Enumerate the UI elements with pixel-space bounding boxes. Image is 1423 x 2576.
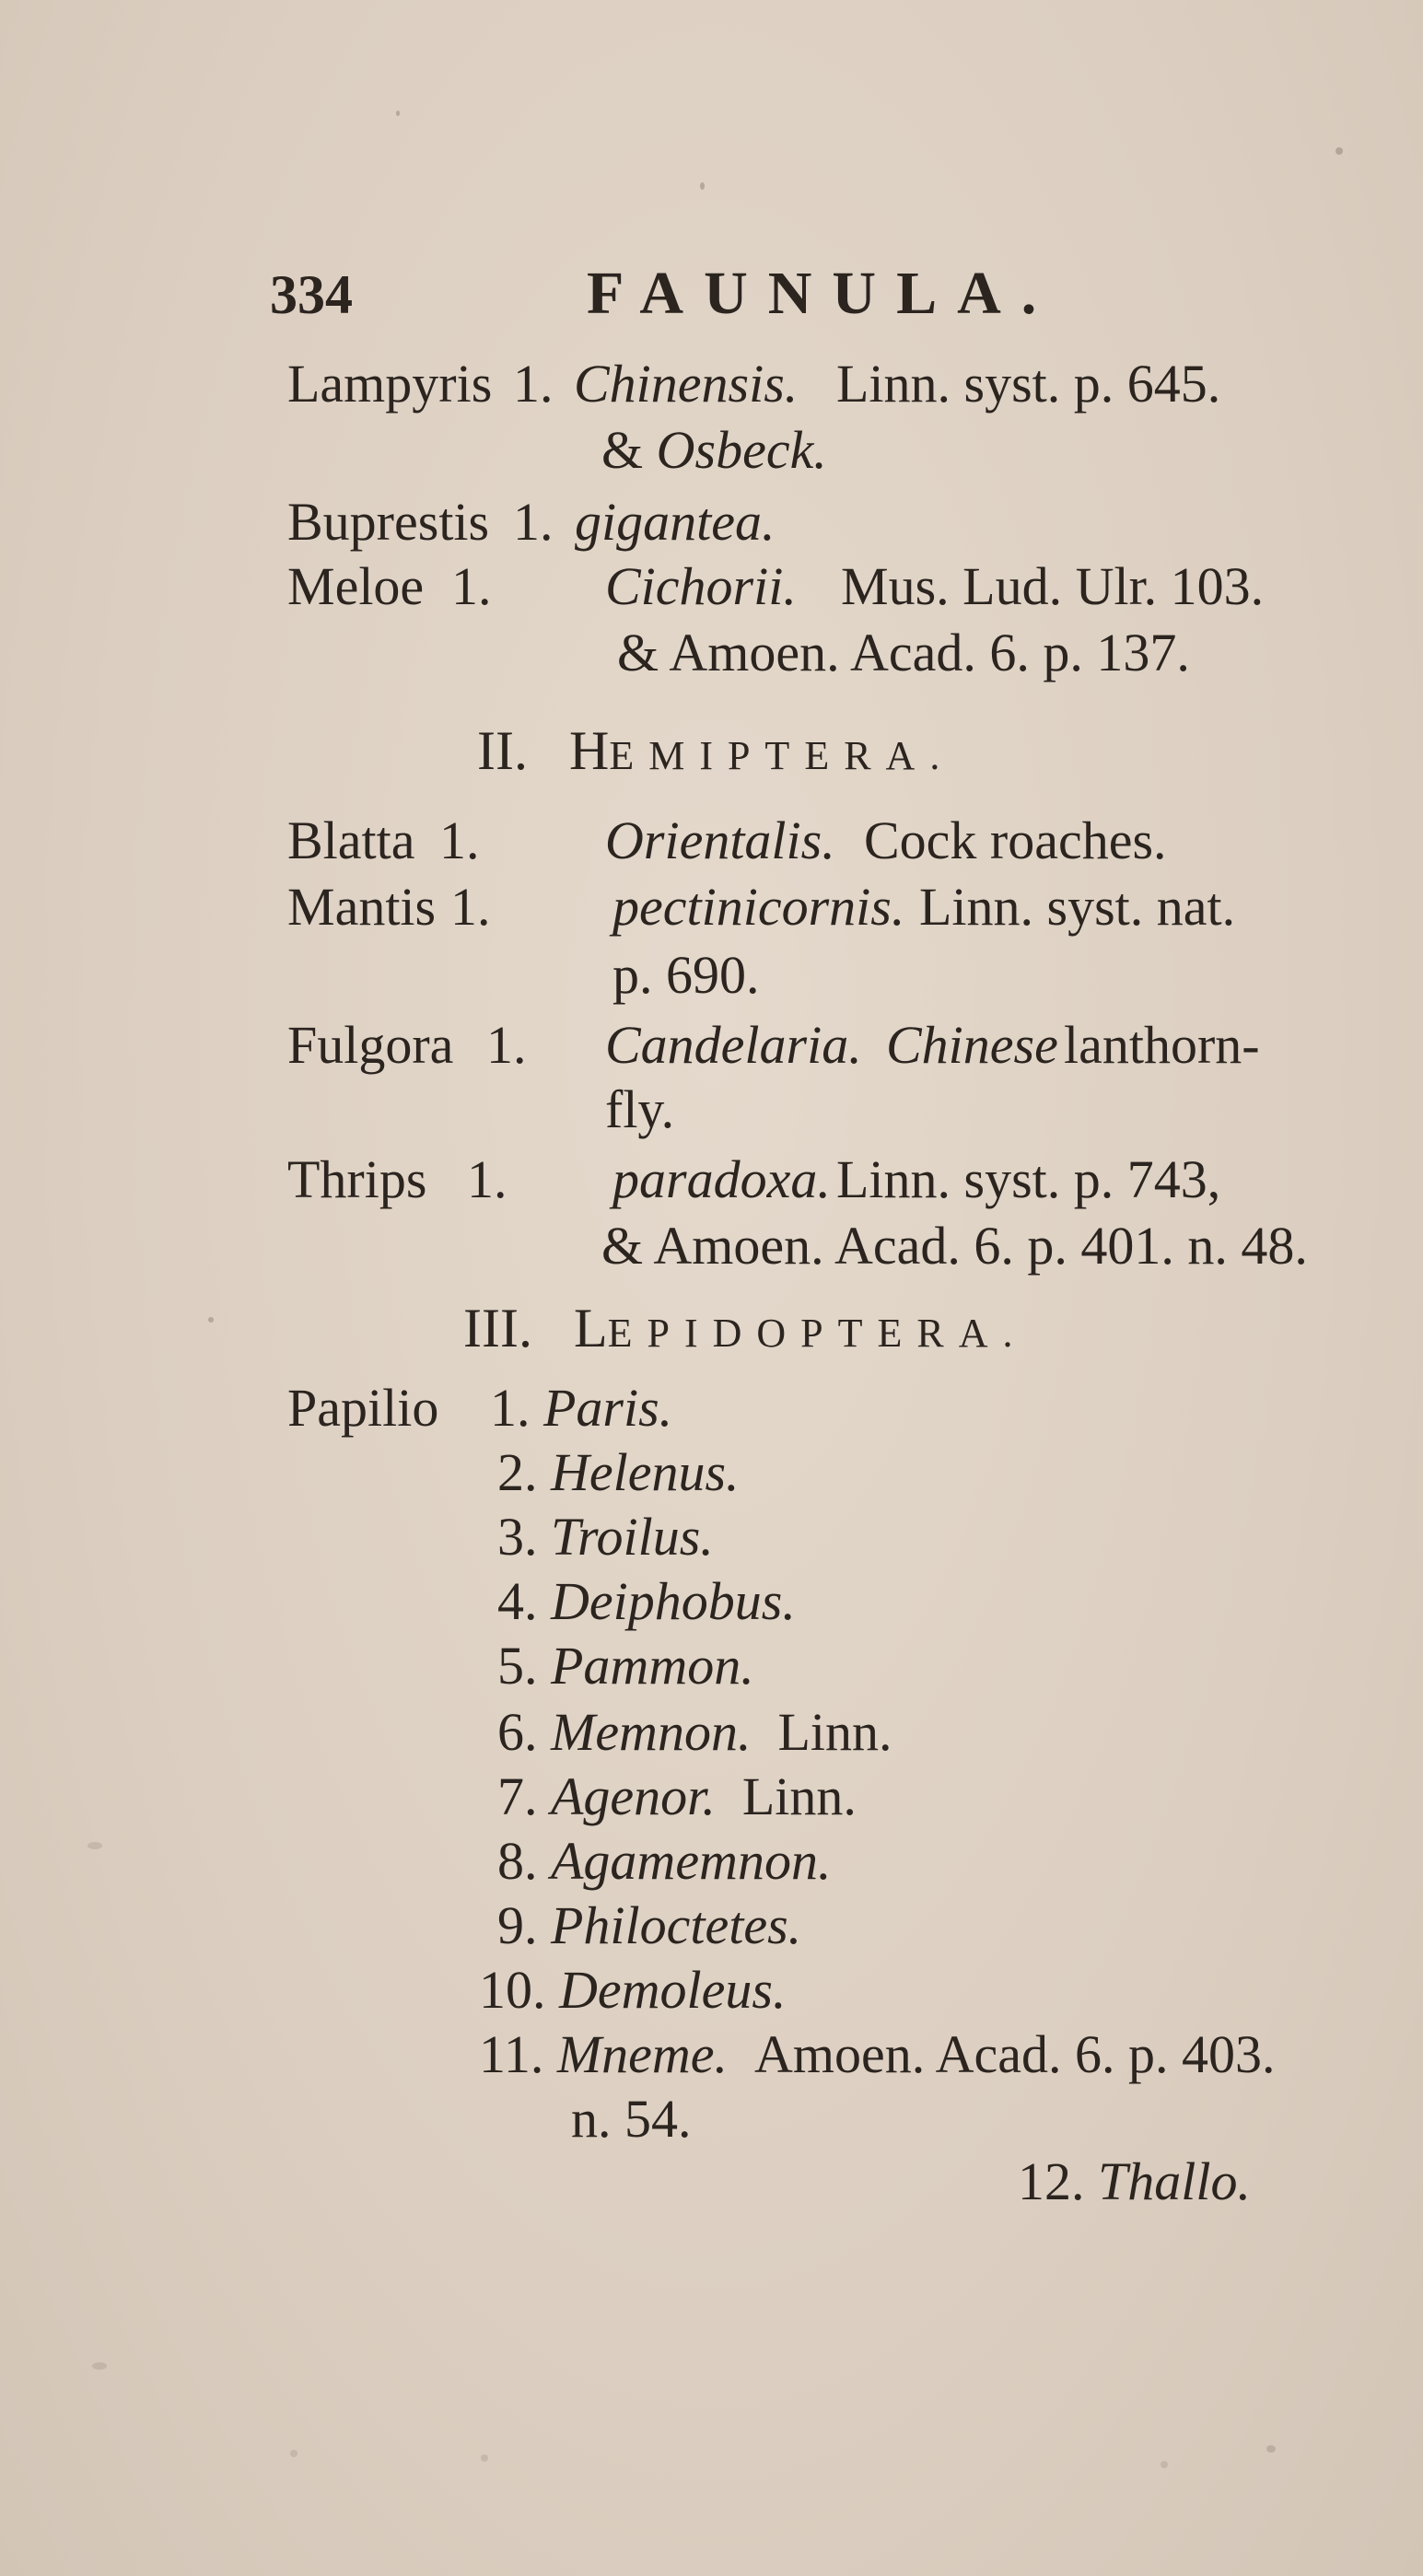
catchword: 12. Thallo. (1018, 2151, 1251, 2211)
reference: Cock roaches. (864, 810, 1167, 870)
continuation-line: n. 54. (571, 2089, 692, 2149)
entry-number: 1. (451, 556, 492, 616)
list-item: 4. Deiphobus. (497, 1571, 796, 1631)
genus-fulgora: Fulgora (287, 1015, 454, 1075)
paper-speck (208, 1317, 214, 1323)
genus-meloe: Meloe (287, 556, 425, 616)
list-item: 5. Pammon. (497, 1636, 754, 1696)
page-number: 334 (270, 264, 353, 325)
list-item: 3. Troilus. (497, 1507, 714, 1567)
entry-number: 1. (467, 1149, 507, 1209)
list-item: 9. Philoctetes. (497, 1895, 802, 1955)
species-name: Cichorii. (605, 556, 797, 616)
list-item: 11. Mneme. Amoen. Acad. 6. p. 403. (479, 2024, 1276, 2084)
genus-buprestis: Buprestis (287, 492, 490, 552)
list-item: 10. Demoleus. (479, 1960, 787, 2020)
paper-speck (1161, 2461, 1168, 2468)
section-heading-lepidoptera: III. LEPIDOPTERA. (463, 1298, 1028, 1358)
species-name: pectinicornis. (612, 877, 905, 937)
genus-papilio: Papilio (287, 1378, 439, 1438)
continuation-line: & Osbeck. (601, 420, 827, 480)
continuation-line: fly. (605, 1079, 675, 1139)
paper-speck (290, 2450, 297, 2457)
paper-speck (92, 2362, 107, 2370)
running-title: FAUNULA. (587, 260, 1057, 327)
genus-lampyris: Lampyris (287, 354, 493, 414)
reference: Linn. syst. nat. (919, 877, 1236, 937)
continuation-line: & Amoen. Acad. 6. p. 401. n. 48. (601, 1216, 1308, 1276)
paper-speck (481, 2454, 488, 2462)
species-name: gigantea. (575, 492, 776, 552)
list-item: 6. Memnon. Linn. (497, 1702, 892, 1762)
list-item: 7. Agenor. Linn. (497, 1766, 857, 1826)
genus-mantis: Mantis (287, 877, 437, 937)
entry-number: 1. (513, 354, 554, 414)
reference-italic: Chinese (886, 1015, 1058, 1075)
paper-speck (396, 111, 400, 116)
paper-speck (1336, 147, 1343, 155)
reference: Linn. syst. p. 645. (836, 354, 1221, 414)
entry-number: 1. (513, 492, 554, 552)
reference: lanthorn- (1064, 1015, 1260, 1075)
entry-number: 1. (450, 877, 491, 937)
entry-number: 1. (486, 1015, 527, 1075)
continuation-line: & Amoen. Acad. 6. p. 137. (617, 623, 1190, 682)
genus-thrips: Thrips (287, 1149, 427, 1209)
list-item: 8. Agamemnon. (497, 1831, 832, 1891)
continuation-line: p. 690. (612, 945, 760, 1005)
paper-speck (87, 1842, 102, 1849)
species-name: Orientalis. (605, 810, 835, 870)
list-item: 2. Helenus. (497, 1442, 740, 1502)
section-heading-hemiptera: II. HEMIPTERA. (477, 720, 955, 781)
paper-speck (700, 182, 705, 190)
list-item: 1. Paris. (490, 1378, 673, 1438)
reference: Linn. syst. p. 743, (836, 1149, 1221, 1209)
species-name: Candelaria. (605, 1015, 862, 1075)
species-name: paradoxa. (612, 1149, 831, 1209)
reference: Mus. Lud. Ulr. 103. (841, 556, 1265, 616)
genus-blatta: Blatta (287, 810, 415, 870)
species-name: Chinensis. (574, 354, 799, 414)
paper-speck (1266, 2445, 1276, 2453)
entry-number: 1. (439, 810, 480, 870)
